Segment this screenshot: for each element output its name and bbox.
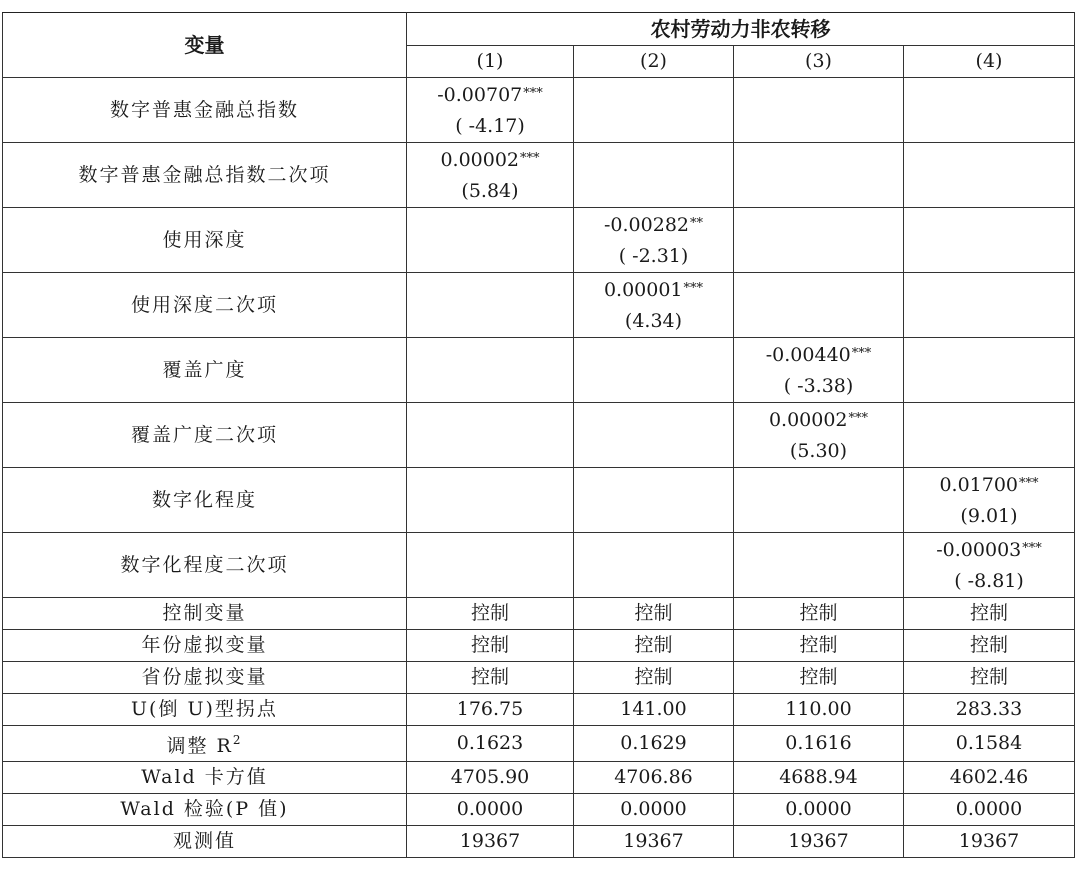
coef-row (3, 403, 1075, 468)
stat-row (3, 826, 1075, 858)
coef-row (3, 273, 1075, 338)
value-cell-col-2 (574, 273, 734, 338)
value-cell-col-4 (904, 468, 1075, 533)
value-cell-col-3 (734, 143, 904, 208)
coefficient-value: 0.00001 (603, 279, 683, 301)
value-cell-col-4 (904, 338, 1075, 403)
value-cell-col-4: 283.33 (904, 694, 1075, 726)
row-label: 覆盖广度 (3, 338, 407, 403)
value-cell-col-1 (407, 273, 574, 338)
value-cell-col-4: 控制 (904, 598, 1075, 630)
coefficient-line (574, 208, 733, 241)
t-statistic: ( -4.17) (455, 115, 525, 137)
value-cell-col-1 (407, 208, 574, 273)
statistic-rows (3, 598, 1075, 858)
coef-row (3, 208, 1075, 273)
row-label: 数字化程度二次项 (3, 533, 407, 598)
row-label: 覆盖广度二次项 (3, 403, 407, 468)
value-cell-col-2 (574, 533, 734, 598)
coefficient-value: -0.00003 (936, 539, 1022, 561)
stat-row (3, 726, 1075, 762)
value-cell-col-4 (904, 403, 1075, 468)
value-cell-col-1 (407, 533, 574, 598)
t-statistic: (5.30) (789, 440, 848, 462)
t-statistic: (4.34) (624, 310, 683, 332)
significance-stars: *** (683, 281, 704, 296)
row-label-text: 观测值 (172, 830, 236, 852)
value-cell-col-1 (407, 78, 574, 143)
value-cell-col-3: 控制 (734, 662, 904, 694)
value-cell-col-1 (407, 143, 574, 208)
value-cell-col-3: 0.0000 (734, 794, 904, 826)
column-header-3: (3) (734, 46, 904, 78)
value-cell-col-2 (574, 143, 734, 208)
value-cell-col-3 (734, 338, 904, 403)
value-cell-col-1: 控制 (407, 662, 574, 694)
value-cell-col-4: 控制 (904, 630, 1075, 662)
value-cell-col-3: 控制 (734, 598, 904, 630)
t-statistic: (5.84) (461, 180, 519, 202)
coef-row (3, 468, 1075, 533)
value-cell-col-3 (734, 468, 904, 533)
stat-row (3, 762, 1075, 794)
coefficient-line (734, 338, 903, 371)
significance-stars: *** (1019, 476, 1039, 491)
significance-stars: *** (1022, 541, 1042, 556)
significance-stars: *** (520, 151, 540, 166)
coefficient-value: 0.00002 (440, 149, 520, 171)
stat-row (3, 794, 1075, 826)
t-statistic: ( -8.81) (954, 570, 1024, 592)
value-cell-col-3: 0.1616 (734, 726, 904, 762)
value-cell-col-2 (574, 78, 734, 143)
variable-header: 变量 (3, 13, 407, 78)
coefficient-line (904, 533, 1074, 566)
coefficient-value: -0.00440 (765, 344, 851, 366)
value-cell-col-4 (904, 143, 1075, 208)
value-cell-col-2 (574, 403, 734, 468)
value-cell-col-1 (407, 468, 574, 533)
coefficient-line (407, 143, 573, 176)
regression-table (2, 12, 1075, 858)
stat-row (3, 694, 1075, 726)
value-cell-col-2: 控制 (574, 598, 734, 630)
row-label (3, 794, 407, 826)
coefficient-line (574, 273, 733, 306)
significance-stars: ** (690, 216, 703, 231)
row-label-text: Wald 检验(P 值) (120, 798, 289, 820)
row-label-text: 调整 R (166, 735, 233, 757)
coefficient-value: -0.00707 (437, 84, 523, 106)
t-statistic: ( -3.38) (783, 375, 854, 397)
value-cell-col-4: 0.0000 (904, 794, 1075, 826)
t-statistic: ( -2.31) (618, 245, 689, 267)
value-cell-col-1: 控制 (407, 630, 574, 662)
superscript: 2 (232, 733, 243, 747)
row-label: 数字普惠金融总指数二次项 (3, 143, 407, 208)
coefficient-line (734, 403, 903, 436)
coef-row (3, 143, 1075, 208)
value-cell-col-2 (574, 208, 734, 273)
row-label-text: 省份虚拟变量 (141, 666, 268, 688)
value-cell-col-1: 19367 (407, 826, 574, 858)
row-label: 数字普惠金融总指数 (3, 78, 407, 143)
value-cell-col-4 (904, 273, 1075, 338)
row-label (3, 762, 407, 794)
row-label: 使用深度二次项 (3, 273, 407, 338)
value-cell-col-2: 控制 (574, 662, 734, 694)
value-cell-col-1: 0.1623 (407, 726, 574, 762)
value-cell-col-2: 19367 (574, 826, 734, 858)
row-label-text: U(倒 U)型拐点 (131, 698, 278, 720)
value-cell-col-1 (407, 403, 574, 468)
row-label (3, 662, 407, 694)
row-label-text: 年份虚拟变量 (141, 634, 268, 656)
value-cell-col-1: 176.75 (407, 694, 574, 726)
row-label-text: Wald 卡方值 (141, 766, 268, 788)
column-header-1: (1) (407, 46, 574, 78)
row-label-text: 控制变量 (162, 602, 247, 624)
coefficient-value: 0.00002 (768, 409, 848, 431)
group-header: 农村劳动力非农转移 (407, 13, 1075, 46)
coef-row (3, 533, 1075, 598)
coefficient-line (407, 78, 573, 111)
row-label (3, 598, 407, 630)
value-cell-col-1: 4705.90 (407, 762, 574, 794)
coefficient-rows (3, 78, 1075, 598)
value-cell-col-1: 0.0000 (407, 794, 574, 826)
value-cell-col-3: 控制 (734, 630, 904, 662)
row-label (3, 826, 407, 858)
value-cell-col-2: 141.00 (574, 694, 734, 726)
value-cell-col-4: 19367 (904, 826, 1075, 858)
value-cell-col-1: 控制 (407, 598, 574, 630)
significance-stars: *** (851, 346, 872, 361)
column-header-2: (2) (574, 46, 734, 78)
value-cell-col-3 (734, 273, 904, 338)
value-cell-col-3 (734, 403, 904, 468)
value-cell-col-4: 0.1584 (904, 726, 1075, 762)
row-label (3, 694, 407, 726)
column-header-4: (4) (904, 46, 1075, 78)
value-cell-col-4 (904, 78, 1075, 143)
row-label: 使用深度 (3, 208, 407, 273)
value-cell-col-3: 4688.94 (734, 762, 904, 794)
value-cell-col-2 (574, 338, 734, 403)
value-cell-col-2: 0.1629 (574, 726, 734, 762)
t-statistic: (9.01) (960, 505, 1018, 527)
value-cell-col-2 (574, 468, 734, 533)
row-label (3, 726, 407, 762)
table-header (3, 13, 1075, 78)
row-label: 数字化程度 (3, 468, 407, 533)
significance-stars: *** (848, 411, 869, 426)
value-cell-col-4 (904, 533, 1075, 598)
row-label (3, 630, 407, 662)
value-cell-col-3: 110.00 (734, 694, 904, 726)
coef-row (3, 78, 1075, 143)
coefficient-line (904, 468, 1074, 501)
coefficient-value: -0.00282 (604, 214, 689, 236)
value-cell-col-4 (904, 208, 1075, 273)
value-cell-col-2: 控制 (574, 630, 734, 662)
coef-row (3, 338, 1075, 403)
value-cell-col-4: 控制 (904, 662, 1075, 694)
value-cell-col-3 (734, 208, 904, 273)
value-cell-col-3 (734, 78, 904, 143)
coefficient-value: 0.01700 (939, 474, 1019, 496)
stat-row (3, 598, 1075, 630)
value-cell-col-2: 0.0000 (574, 794, 734, 826)
value-cell-col-3: 19367 (734, 826, 904, 858)
value-cell-col-2: 4706.86 (574, 762, 734, 794)
significance-stars: *** (523, 86, 543, 101)
value-cell-col-1 (407, 338, 574, 403)
value-cell-col-4: 4602.46 (904, 762, 1075, 794)
stat-row (3, 630, 1075, 662)
value-cell-col-3 (734, 533, 904, 598)
stat-row (3, 662, 1075, 694)
